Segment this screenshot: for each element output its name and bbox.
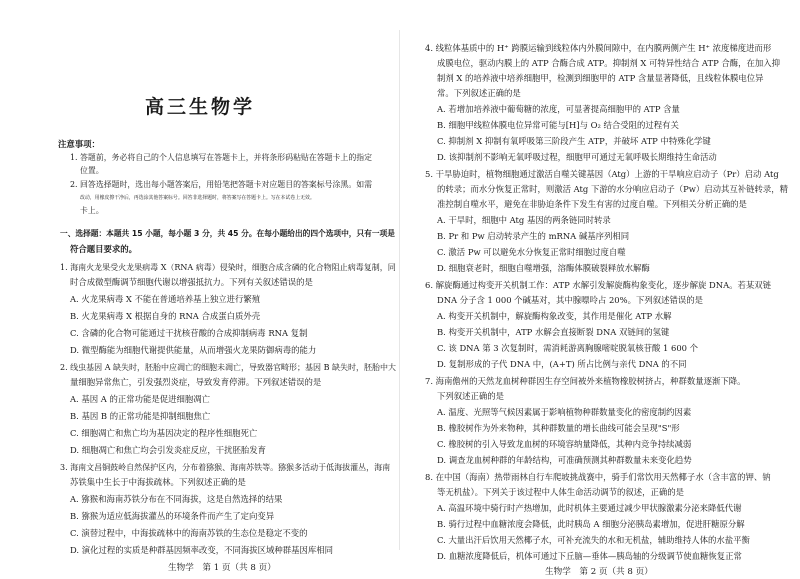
- question-4-option-b: B. 细胞甲线粒体膜电位异常可能与[H]与 O₂ 结合受阻的过程有关: [437, 120, 679, 130]
- question-3-stem-cont: 苏铁集中生长于中海拔疏林。下列叙述正确的是: [70, 477, 246, 487]
- question-5-option-a: A. 干旱时，细胞中 Atg 基因的两条链同时转录: [437, 215, 611, 225]
- question-4-option-d: D. 该抑制剂不影响无氧呼吸过程，细胞甲可通过无氧呼吸长期维持生命活动: [437, 152, 717, 162]
- question-3-option-b: B. 猕猴为适应低海拔灌丛的环境条件而产生了定向变异: [70, 511, 275, 521]
- question-7-option-b: B. 橡胶树作为外来物种，其种群数量的增长曲线可能会呈现"S"形: [437, 423, 680, 433]
- question-2-stem-cont: 量细胞异常焦亡，引发强烈炎症，导致发育停滞。下列叙述错误的是: [70, 377, 322, 387]
- question-5-stem-cont-2: 准控制自噬水平，避免在非胁迫条件下发生有害的过度自噬。下列相关分析正确的是: [437, 199, 747, 209]
- notice-heading: 注意事项：: [58, 139, 100, 149]
- question-4-stem-cont-2: 制剂 X 的培养液中培养细胞甲，检测到细胞甲的 ATP 含量显著降低，且线粒体膜电位异: [437, 73, 764, 83]
- question-2-stem: 2. 线虫基因 A 缺失时，胚胎中应凋亡的细胞未凋亡，导致器官畸形；基因 B 缺失时，胚胎中大: [60, 363, 396, 372]
- question-1-option-d: D. 微型酶能为细胞代谢提供能量，从而增强火龙果防御病毒的能力: [70, 345, 317, 355]
- question-1-option-a: A. 火龙果病毒 X 不能在普通培养基上独立进行繁殖: [70, 294, 261, 304]
- question-3-stem: 3. 海南文昌铜鼓岭自然保护区内，分布着猕猴、海南苏铁等。猕猴多活动于低海拔灌丛，海南: [60, 463, 391, 472]
- page-2: [400, 0, 800, 579]
- question-7-stem: 7. 海南儋州的天然龙血树种群因生存空间被外来植物橡胶树挤占，种群数量逐渐下降。: [425, 376, 746, 386]
- question-7-option-a: A. 温度、光照等气候因素属于影响植物种群数量变化的密度制约因素: [437, 407, 692, 417]
- question-6-option-a: A. 构变开关机制中，解旋酶构象改变，其作用是催化 ATP 水解: [437, 311, 672, 321]
- question-6-option-d: D. 复制形成的子代 DNA 中，(A+T) 所占比例与亲代 DNA 的不同: [437, 359, 687, 369]
- exam-title: 高三生物学: [144, 96, 255, 118]
- question-3-option-a: A. 猕猴和海南苏铁分布在不同海拔，这是自然选择的结果: [70, 494, 283, 504]
- question-4-stem-cont-1: 成膜电位，驱动内膜上的 ATP 合酶合成 ATP。抑制剂 X 可特异性结合 ATP 合酶，在加入抑: [437, 58, 781, 68]
- question-5-option-c: C. 激活 Pw 可以避免水分恢复正常时细胞过度自噬: [437, 247, 626, 257]
- section-heading: 一、选择题：本题共 15 小题，每小题 3 分，共 45 分。在每小题给出的四个选项中，只有一项是: [60, 229, 395, 238]
- question-7-option-c: C. 橡胶树的引入导致龙血树的环境容纳量降低，其种内竞争持续减弱: [437, 439, 692, 449]
- notice-item-1: 1. 答题前，务必将自己的个人信息填写在答题卡上，并将条形码粘贴在答题卡上的指定: [70, 153, 372, 162]
- question-1-stem-cont: 时合成微型酶调节细胞代谢以增强抵抗力。下列有关叙述错误的是: [70, 277, 313, 287]
- question-4-stem: 4. 线粒体基质中的 H⁺ 跨膜运输到线粒体内外膜间隙中，在内膜两侧产生 H⁺ 浓度梯度进而形: [425, 43, 772, 53]
- question-4-option-c: C. 抑制剂 X 抑制有氧呼吸第三阶段产生 ATP，并破坏 ATP 中特殊化学键: [437, 136, 711, 146]
- question-1-stem: 1. 海南火龙果受火龙果病毒 X（RNA 病毒）侵染时，细胞合成含磷的化合物阻止病毒复制，同: [60, 263, 396, 272]
- question-5-option-d: D. 细胞衰老时，细胞自噬增强，溶酶体膜破裂释放水解酶: [437, 263, 650, 273]
- question-6-option-b: B. 构变开关机制中，ATP 水解会直接断裂 DNA 双链间的氢键: [437, 327, 670, 337]
- page-footer: 生物学 第 2 页（共 8 页）: [545, 567, 653, 577]
- question-2-option-d: D. 细胞凋亡和焦亡均会引发炎症反应，干扰胚胎发育: [70, 445, 266, 455]
- notice-item-2: 2. 回答选择题时，选出每小题答案后，用铅笔把答题卡对应题目的答案标号涂黑。如需: [70, 180, 372, 189]
- question-5-stem-cont-1: 的转录；而水分恢复正常时，则激活 Atg 下游的水分响应启动子（Pw）启动其互补链转录，精: [437, 184, 789, 194]
- question-4-stem-cont-3: 常。下列叙述正确的是: [437, 88, 521, 98]
- question-4-option-a: A. 若增加培养液中葡萄糖的浓度，可显著提高细胞甲的 ATP 含量: [437, 104, 680, 114]
- question-5-option-b: B. Pr 和 Pw 启动转录产生的 mRNA 碱基序列相同: [437, 231, 630, 241]
- question-8-stem: 8. 在中国（海南）热带雨林自行车爬坡挑战赛中，骑手们常饮用天然椰子水（含丰富的钾、钠: [425, 472, 771, 482]
- section-heading-cont: 符合题目要求的。: [70, 244, 137, 254]
- question-8-option-a: A. 高温环境中骑行时产热增加，此时机体主要通过减少甲状腺激素分泌来降低代谢: [437, 503, 742, 513]
- question-3-option-c: C. 演替过程中，中海拔疏林中的海南苏铁的生态位是稳定不变的: [70, 528, 308, 538]
- question-2-option-a: A. 基因 A 的正常功能是促进细胞凋亡: [70, 394, 210, 404]
- question-7-stem-cont: 下列叙述正确的是: [437, 391, 504, 401]
- notice-item-2-cont: 改动，用橡皮擦干净后，再选涂其他答案标号。回答非选择题时，将答案写在答题卡上。写在本试卷上无效。: [80, 195, 315, 201]
- question-1-option-c: C. 含磷的化合物可能通过干扰核苷酸的合成抑制病毒 RNA 复制: [70, 328, 308, 338]
- notice-item-2-end: 卡上。: [80, 206, 104, 215]
- question-3-option-d: D. 演化过程的实质是种群基因频率改变，不同海拔区域种群基因库相同: [70, 545, 333, 555]
- question-8-stem-cont: 等无机盐）。下列关于该过程中人体生命活动调节的叙述，正确的是: [437, 487, 685, 497]
- question-2-option-b: B. 基因 B 的正常功能是抑制细胞焦亡: [70, 411, 211, 421]
- question-6-stem: 6. 解旋酶通过构变开关机制工作：ATP 水解引发解旋酶构象变化，逐步解旋 DNA。若某双链: [425, 280, 772, 290]
- question-8-option-b: B. 骑行过程中血糖浓度会降低，此时胰岛 A 细胞分泌胰岛素增加，促进肝糖原分解: [437, 519, 745, 529]
- question-6-option-c: C. 该 DNA 第 3 次复制时，需消耗游离胸腺嘧啶脱氧核苷酸 1 600 个: [437, 343, 699, 353]
- question-5-stem: 5. 干旱胁迫时，植物细胞通过激活自噬关键基因（Atg）上游的干旱响应启动子（Pr）启动 Atg: [425, 169, 779, 179]
- question-8-option-d: D. 血糖浓度降低后，机体可通过下丘脑—垂体—胰岛轴的分级调节使血糖恢复正常: [437, 551, 742, 561]
- question-1-option-b: B. 火龙果病毒 X 根据自身的 RNA 合成蛋白质外壳: [70, 311, 261, 321]
- question-8-option-c: C. 大量出汗后饮用天然椰子水，可补充流失的水和无机盐，辅助维持人体的水盐平衡: [437, 535, 750, 545]
- page-footer: 生物学 第 1 页（共 8 页）: [168, 563, 276, 573]
- question-7-option-d: D. 调查龙血树种群的年龄结构，可准确预测其种群数量未来变化趋势: [437, 455, 692, 465]
- question-2-option-c: C. 细胞凋亡和焦亡均为基因决定的程序性细胞死亡: [70, 428, 258, 438]
- notice-item-1-cont: 位置。: [80, 166, 104, 175]
- question-6-stem-cont: DNA 分子含 1 000 个碱基对，其中腺嘌呤占 20%。下列叙述错误的是: [437, 295, 703, 305]
